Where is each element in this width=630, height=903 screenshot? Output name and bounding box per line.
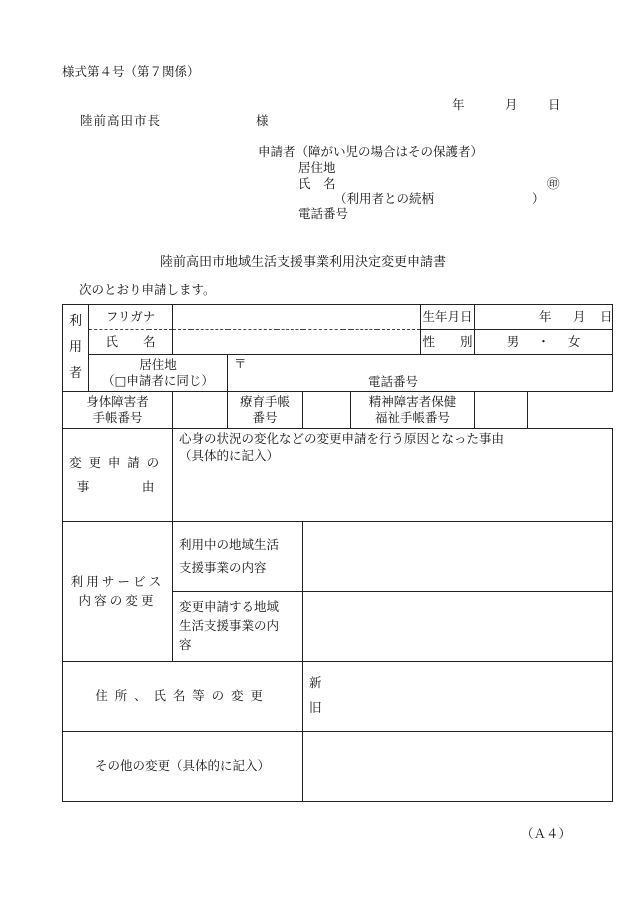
sex-male[interactable]: 男 <box>506 333 520 349</box>
mental-cert-label: 精神障害者保健 福祉手帳番号 <box>351 392 475 429</box>
form-number: 様式第４号（第７関係） <box>62 64 200 79</box>
other-change-field[interactable] <box>303 732 613 802</box>
birthdate-field[interactable] <box>475 305 613 330</box>
same-as-applicant-checkbox[interactable]: （□申請者に同じ） <box>102 373 214 388</box>
current-service-label: 利用中の地域生活 支援事業の内容 <box>173 522 303 592</box>
furigana-label: フリガナ <box>89 305 173 330</box>
reason-description: 心身の状況の変化などの変更申請を行う原因となった事由 <box>179 431 505 446</box>
new-label: 新 <box>309 675 322 690</box>
rehab-cert-field[interactable] <box>303 392 351 429</box>
relation-label: （利用者との続柄 <box>334 191 435 206</box>
name-label: 氏 名 <box>89 330 173 355</box>
furigana-field[interactable] <box>173 305 421 330</box>
sex-label: 性 別 <box>421 330 475 355</box>
requested-service-field[interactable] <box>303 592 613 662</box>
sex-separator: ・ <box>537 333 550 349</box>
applicant-phone-label: 電話番号 <box>298 206 349 221</box>
user-side-label <box>63 305 89 392</box>
address-change-label: 住所、氏名等の変更 <box>63 662 303 732</box>
paper-size-note: （Ａ４） <box>521 826 572 841</box>
addressee-mayor: 陸前高田市長 <box>80 113 162 128</box>
requested-service-label: 変更申請する地域 生活支援事業の内 容 <box>173 592 303 662</box>
physical-cert-label: 身体障害者 手帳番号 <box>63 392 173 429</box>
date-month: 月 <box>505 97 518 112</box>
physical-cert-field[interactable] <box>173 392 228 429</box>
reason-instruction: （具体的に記入） <box>179 447 280 463</box>
old-label: 旧 <box>309 700 322 715</box>
address-change-field[interactable] <box>303 662 613 732</box>
seal-mark: ㊞ <box>547 176 560 191</box>
service-change-label: 利用サービス 内容の変更 <box>63 522 173 662</box>
rehab-cert-label: 療育手帳 番号 <box>228 392 303 429</box>
residence-label <box>89 355 228 392</box>
user-side-char-1: 利 <box>68 314 82 329</box>
applicant-heading: 申請者（障がい児の場合はその保護者） <box>258 144 484 159</box>
birth-year-unit: 年 <box>539 309 552 324</box>
date-year: 年 <box>452 97 465 112</box>
applicant-address-label: 居住地 <box>298 160 336 175</box>
addressee-sama: 様 <box>256 113 269 128</box>
sex-female[interactable]: 女 <box>567 333 581 349</box>
reason-label: 変更申請の 事 由 <box>63 429 173 522</box>
application-form-table <box>62 304 613 802</box>
name-field[interactable] <box>173 330 421 355</box>
user-side-char-2: 用 <box>68 340 82 355</box>
mental-cert-field[interactable] <box>475 392 528 429</box>
reason-field[interactable] <box>173 429 613 522</box>
birth-day-unit: 日 <box>600 309 613 324</box>
applicant-name-label: 氏 名 <box>298 176 336 191</box>
postal-mark: 〒 <box>234 356 247 371</box>
sex-field[interactable] <box>475 330 613 355</box>
intro-text: 次のとおり申請します。 <box>79 282 216 297</box>
birthdate-label: 生年月日 <box>421 305 475 330</box>
other-change-label: その他の変更（具体的に記入） <box>63 732 303 802</box>
current-service-field[interactable] <box>303 522 613 592</box>
residence-phone-label: 電話番号 <box>368 374 419 389</box>
date-day: 日 <box>548 97 561 112</box>
residence-label-text: 居住地 <box>139 356 177 372</box>
document-title: 陸前高田市地域生活支援事業利用決定変更申請書 <box>160 255 447 270</box>
residence-field[interactable] <box>228 355 613 392</box>
user-side-char-3: 者 <box>68 366 82 381</box>
birth-month-unit: 月 <box>573 309 586 324</box>
relation-close: ） <box>532 191 545 206</box>
